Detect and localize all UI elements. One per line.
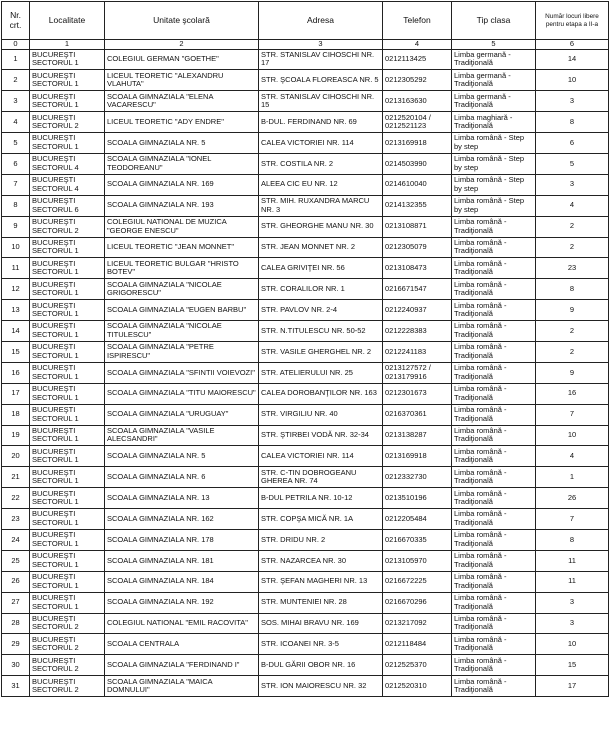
cell-numar-locuri: 4 [536,446,609,467]
cell-numar-locuri: 2 [536,216,609,237]
cell-adresa: STR. STANISLAV CIHOSCHI NR. 15 [259,91,383,112]
cell-localitate: BUCUREŞTI SECTORUL 1 [30,237,105,258]
cell-nr-crt: 11 [2,258,30,279]
cell-nr-crt: 2 [2,70,30,91]
cell-telefon: 0212520104 / 0212521123 [383,112,452,133]
cell-telefon: 0212520310 [383,676,452,697]
cell-adresa: CALEA VICTORIEI NR. 114 [259,133,383,154]
cell-localitate: BUCUREŞTI SECTORUL 2 [30,676,105,697]
header-tip-clasa: Tip clasa [452,2,536,40]
cell-numar-locuri: 4 [536,195,609,216]
cell-adresa: B-DUL. FERDINAND NR. 69 [259,112,383,133]
cell-telefon: 0212301673 [383,383,452,404]
cell-adresa: STR. VASILE GHERGHEL NR. 2 [259,341,383,362]
cell-telefon: 0212228383 [383,321,452,342]
cell-nr-crt: 17 [2,383,30,404]
cell-nr-crt: 16 [2,362,30,383]
cell-adresa: STR. VIRGILIU NR. 40 [259,404,383,425]
table-row [2,341,609,362]
cell-unitate-scolara: COLEGIUL NATIONAL "EMIL RACOVITA" [105,613,259,634]
cell-nr-crt: 26 [2,571,30,592]
cell-telefon: 0214503990 [383,153,452,174]
cell-adresa: B-DUL PETRILA NR. 10-12 [259,488,383,509]
cell-localitate: BUCUREŞTI SECTORUL 1 [30,91,105,112]
cell-localitate: BUCUREŞTI SECTORUL 1 [30,383,105,404]
header-adresa: Adresa [259,2,383,40]
cell-tip-clasa: Limba română - Tradiţională [452,216,536,237]
cell-nr-crt: 31 [2,676,30,697]
cell-nr-crt: 24 [2,529,30,550]
cell-numar-locuri: 8 [536,112,609,133]
cell-telefon: 0212241183 [383,341,452,362]
cell-telefon: 0212205484 [383,509,452,530]
column-index: 1 [30,40,105,50]
cell-localitate: BUCUREŞTI SECTORUL 1 [30,592,105,613]
cell-numar-locuri: 8 [536,279,609,300]
header-row [2,2,609,40]
cell-localitate: BUCUREŞTI SECTORUL 1 [30,571,105,592]
header-nr-crt: Nr. crt. [2,2,30,40]
cell-nr-crt: 30 [2,655,30,676]
cell-nr-crt: 5 [2,133,30,154]
cell-telefon: 0216670335 [383,529,452,550]
column-index: 2 [105,40,259,50]
cell-telefon: 0213127572 / 0213179916 [383,362,452,383]
table-row [2,655,609,676]
cell-localitate: BUCUREŞTI SECTORUL 4 [30,174,105,195]
cell-adresa: STR. ŞTIRBEI VODĂ NR. 32-34 [259,425,383,446]
cell-tip-clasa: Limba română - Tradiţională [452,613,536,634]
cell-telefon: 0213510196 [383,488,452,509]
table-row [2,592,609,613]
cell-unitate-scolara: SCOALA GIMNAZIALA "URUGUAY" [105,404,259,425]
cell-nr-crt: 29 [2,634,30,655]
cell-localitate: BUCUREŞTI SECTORUL 1 [30,279,105,300]
cell-tip-clasa: Limba română - Tradiţională [452,655,536,676]
cell-telefon: 0213217092 [383,613,452,634]
cell-tip-clasa: Limba română - Tradiţională [452,467,536,488]
cell-unitate-scolara: SCOALA GIMNAZIALA NR. 181 [105,550,259,571]
cell-adresa: SOS. MIHAI BRAVU NR. 169 [259,613,383,634]
cell-numar-locuri: 26 [536,488,609,509]
cell-localitate: BUCUREŞTI SECTORUL 1 [30,300,105,321]
cell-adresa: STR. NAZARCEA NR. 30 [259,550,383,571]
cell-unitate-scolara: SCOALA GIMNAZIALA NR. 6 [105,467,259,488]
cell-telefon: 0216670296 [383,592,452,613]
cell-telefon: 0213169918 [383,133,452,154]
cell-numar-locuri: 2 [536,321,609,342]
column-index: 3 [259,40,383,50]
cell-numar-locuri: 9 [536,362,609,383]
column-index: 6 [536,40,609,50]
cell-numar-locuri: 23 [536,258,609,279]
cell-tip-clasa: Limba română - Tradiţională [452,529,536,550]
cell-numar-locuri: 1 [536,467,609,488]
cell-localitate: BUCUREŞTI SECTORUL 1 [30,467,105,488]
cell-telefon: 0212525370 [383,655,452,676]
header-numar-locuri: Număr locuri libere pentru etapa a II-a [536,2,609,40]
cell-unitate-scolara: SCOALA GIMNAZIALA "MAICA DOMNULUI" [105,676,259,697]
cell-numar-locuri: 11 [536,550,609,571]
cell-tip-clasa: Limba română - Tradiţională [452,634,536,655]
cell-nr-crt: 27 [2,592,30,613]
cell-tip-clasa: Limba română - Tradiţională [452,592,536,613]
cell-numar-locuri: 6 [536,133,609,154]
cell-adresa: STR. ION MAIORESCU NR. 32 [259,676,383,697]
cell-telefon: 0214132355 [383,195,452,216]
cell-numar-locuri: 17 [536,676,609,697]
cell-adresa: STR. JEAN MONNET NR. 2 [259,237,383,258]
cell-localitate: BUCUREŞTI SECTORUL 4 [30,153,105,174]
table-row [2,133,609,154]
cell-tip-clasa: Limba română - Tradiţională [452,509,536,530]
cell-unitate-scolara: SCOALA GIMNAZIALA "NICOLAE GRIGORESCU" [105,279,259,300]
cell-adresa: STR. ATELIERULUI NR. 25 [259,362,383,383]
cell-nr-crt: 6 [2,153,30,174]
cell-localitate: BUCUREŞTI SECTORUL 1 [30,509,105,530]
cell-tip-clasa: Limba română - Tradiţională [452,362,536,383]
cell-tip-clasa: Limba română - Step by step [452,133,536,154]
table-row [2,550,609,571]
cell-nr-crt: 15 [2,341,30,362]
cell-unitate-scolara: SCOALA GIMNAZIALA "SFINTII VOIEVOZI" [105,362,259,383]
cell-localitate: BUCUREŞTI SECTORUL 1 [30,404,105,425]
cell-nr-crt: 10 [2,237,30,258]
cell-localitate: BUCUREŞTI SECTORUL 1 [30,550,105,571]
cell-tip-clasa: Limba română - Tradiţională [452,341,536,362]
cell-tip-clasa: Limba română - Step by step [452,153,536,174]
cell-adresa: STR. ŞEFAN MAGHERI NR. 13 [259,571,383,592]
column-index: 5 [452,40,536,50]
cell-localitate: BUCUREŞTI SECTORUL 2 [30,634,105,655]
cell-numar-locuri: 10 [536,634,609,655]
cell-adresa: STR. DRIDU NR. 2 [259,529,383,550]
cell-nr-crt: 4 [2,112,30,133]
cell-telefon: 0212118484 [383,634,452,655]
cell-tip-clasa: Limba română - Tradiţională [452,404,536,425]
table-row [2,49,609,70]
cell-tip-clasa: Limba română - Tradiţională [452,425,536,446]
cell-numar-locuri: 11 [536,571,609,592]
cell-numar-locuri: 3 [536,613,609,634]
cell-adresa: CALEA DOROBANŢILOR NR. 163 [259,383,383,404]
table-row [2,676,609,697]
cell-unitate-scolara: COLEGIUL NATIONAL DE MUZICA "GEORGE ENESCU" [105,216,259,237]
cell-adresa: CALEA VICTORIEI NR. 114 [259,446,383,467]
cell-unitate-scolara: SCOALA GIMNAZIALA "PETRE ISPIRESCU" [105,341,259,362]
cell-unitate-scolara: SCOALA GIMNAZIALA "VASILE ALECSANDRI" [105,425,259,446]
cell-localitate: BUCUREŞTI SECTORUL 2 [30,613,105,634]
cell-numar-locuri: 15 [536,655,609,676]
header-telefon: Telefon [383,2,452,40]
cell-tip-clasa: Limba germană - Tradiţională [452,91,536,112]
cell-tip-clasa: Limba română - Tradiţională [452,237,536,258]
cell-unitate-scolara: SCOALA GIMNAZIALA "NICOLAE TITULESCU" [105,321,259,342]
cell-tip-clasa: Limba română - Tradiţională [452,279,536,300]
cell-unitate-scolara: SCOALA GIMNAZIALA "TITU MAIORESCU" [105,383,259,404]
table-row [2,91,609,112]
cell-numar-locuri: 8 [536,529,609,550]
cell-nr-crt: 25 [2,550,30,571]
cell-numar-locuri: 16 [536,383,609,404]
table-row [2,321,609,342]
cell-telefon: 0216370361 [383,404,452,425]
cell-unitate-scolara: COLEGIUL GERMAN "GOETHE" [105,49,259,70]
cell-localitate: BUCUREŞTI SECTORUL 1 [30,425,105,446]
cell-localitate: BUCUREŞTI SECTORUL 1 [30,529,105,550]
cell-adresa: ALEEA CIC EU NR. 12 [259,174,383,195]
cell-tip-clasa: Limba germană - Tradiţională [452,70,536,91]
cell-numar-locuri: 7 [536,404,609,425]
table-row [2,488,609,509]
table-row [2,467,609,488]
cell-numar-locuri: 3 [536,174,609,195]
cell-tip-clasa: Limba română - Tradiţională [452,383,536,404]
cell-numar-locuri: 3 [536,91,609,112]
cell-numar-locuri: 5 [536,153,609,174]
cell-adresa: STR. STANISLAV CIHOSCHI NR. 17 [259,49,383,70]
cell-telefon: 0213169918 [383,446,452,467]
cell-telefon: 0213108871 [383,216,452,237]
table-row [2,258,609,279]
table-row [2,300,609,321]
cell-localitate: BUCUREŞTI SECTORUL 2 [30,112,105,133]
cell-telefon: 0213105970 [383,550,452,571]
table-row [2,70,609,91]
table-row [2,195,609,216]
cell-adresa: STR. ICOANEI NR. 3-5 [259,634,383,655]
cell-numar-locuri: 9 [536,300,609,321]
table-row [2,362,609,383]
cell-adresa: STR. COSTILA NR. 2 [259,153,383,174]
cell-nr-crt: 28 [2,613,30,634]
cell-localitate: BUCUREŞTI SECTORUL 6 [30,195,105,216]
cell-nr-crt: 13 [2,300,30,321]
cell-unitate-scolara: SCOALA GIMNAZIALA "IONEL TEODOREANU" [105,153,259,174]
cell-numar-locuri: 10 [536,425,609,446]
cell-adresa: STR. CORALILOR NR. 1 [259,279,383,300]
cell-telefon: 0212332730 [383,467,452,488]
cell-numar-locuri: 7 [536,509,609,530]
cell-numar-locuri: 2 [536,237,609,258]
cell-tip-clasa: Limba română - Tradiţională [452,258,536,279]
cell-telefon: 0216672225 [383,571,452,592]
cell-adresa: STR. GHEORGHE MANU NR. 30 [259,216,383,237]
cell-unitate-scolara: LICEUL TEORETIC "JEAN MONNET" [105,237,259,258]
cell-localitate: BUCUREŞTI SECTORUL 1 [30,321,105,342]
table-row [2,634,609,655]
table-row [2,279,609,300]
cell-unitate-scolara: SCOALA GIMNAZIALA NR. 178 [105,529,259,550]
cell-telefon: 0213108473 [383,258,452,279]
cell-unitate-scolara: SCOALA CENTRALA [105,634,259,655]
cell-localitate: BUCUREŞTI SECTORUL 1 [30,70,105,91]
cell-tip-clasa: Limba română - Tradiţională [452,321,536,342]
table-row [2,613,609,634]
cell-tip-clasa: Limba română - Tradiţională [452,571,536,592]
cell-unitate-scolara: SCOALA GIMNAZIALA NR. 162 [105,509,259,530]
header-unitate-scolara: Unitate şcolară [105,2,259,40]
cell-adresa: STR. ŞCOALA FLOREASCA NR. 5 [259,70,383,91]
cell-nr-crt: 1 [2,49,30,70]
cell-localitate: BUCUREŞTI SECTORUL 1 [30,341,105,362]
cell-localitate: BUCUREŞTI SECTORUL 1 [30,258,105,279]
cell-localitate: BUCUREŞTI SECTORUL 1 [30,362,105,383]
cell-adresa: B-DUL GĂRII OBOR NR. 16 [259,655,383,676]
cell-adresa: STR. N.TITULESCU NR. 50-52 [259,321,383,342]
cell-nr-crt: 19 [2,425,30,446]
cell-tip-clasa: Limba maghiară - Tradiţională [452,112,536,133]
table-row [2,404,609,425]
cell-adresa: CALEA GRIVIŢEI NR. 56 [259,258,383,279]
table-row [2,237,609,258]
cell-unitate-scolara: SCOALA GIMNAZIALA "FERDINAND I" [105,655,259,676]
cell-telefon: 0212113425 [383,49,452,70]
table-row [2,571,609,592]
cell-nr-crt: 12 [2,279,30,300]
table-row [2,509,609,530]
cell-telefon: 0212305292 [383,70,452,91]
cell-unitate-scolara: SCOALA GIMNAZIALA "EUGEN BARBU" [105,300,259,321]
column-index-row [2,40,609,50]
cell-nr-crt: 20 [2,446,30,467]
cell-unitate-scolara: SCOALA GIMNAZIALA NR. 192 [105,592,259,613]
header-localitate: Localitate [30,2,105,40]
cell-unitate-scolara: SCOALA GIMNAZIALA NR. 193 [105,195,259,216]
seats-table [1,1,609,697]
cell-telefon: 0212305079 [383,237,452,258]
cell-nr-crt: 14 [2,321,30,342]
cell-adresa: STR. COPŞA MICĂ NR. 1A [259,509,383,530]
cell-numar-locuri: 2 [536,341,609,362]
cell-tip-clasa: Limba română - Step by step [452,174,536,195]
cell-tip-clasa: Limba română - Tradiţională [452,446,536,467]
cell-unitate-scolara: LICEUL TEORETIC BULGAR "HRISTO BOTEV" [105,258,259,279]
cell-unitate-scolara: SCOALA GIMNAZIALA NR. 184 [105,571,259,592]
cell-tip-clasa: Limba română - Tradiţională [452,550,536,571]
cell-nr-crt: 22 [2,488,30,509]
cell-unitate-scolara: SCOALA GIMNAZIALA NR. 169 [105,174,259,195]
table-row [2,112,609,133]
cell-unitate-scolara: LICEUL TEORETIC "ALEXANDRU VLAHUTA" [105,70,259,91]
cell-nr-crt: 8 [2,195,30,216]
cell-tip-clasa: Limba germană - Tradiţională [452,49,536,70]
table-row [2,174,609,195]
table-row [2,216,609,237]
cell-localitate: BUCUREŞTI SECTORUL 2 [30,655,105,676]
cell-numar-locuri: 10 [536,70,609,91]
cell-telefon: 0214610040 [383,174,452,195]
cell-unitate-scolara: SCOALA GIMNAZIALA NR. 5 [105,446,259,467]
cell-localitate: BUCUREŞTI SECTORUL 1 [30,49,105,70]
cell-telefon: 0213138287 [383,425,452,446]
cell-adresa: STR. MUNTENIEI NR. 28 [259,592,383,613]
column-index: 0 [2,40,30,50]
cell-localitate: BUCUREŞTI SECTORUL 1 [30,488,105,509]
cell-telefon: 0213163630 [383,91,452,112]
cell-nr-crt: 3 [2,91,30,112]
cell-localitate: BUCUREŞTI SECTORUL 2 [30,216,105,237]
cell-localitate: BUCUREŞTI SECTORUL 1 [30,133,105,154]
table-row [2,529,609,550]
cell-unitate-scolara: LICEUL TEORETIC "ADY ENDRE" [105,112,259,133]
cell-tip-clasa: Limba română - Tradiţională [452,300,536,321]
cell-adresa: STR. MIH. RUXANDRA MARCU NR. 3 [259,195,383,216]
cell-unitate-scolara: SCOALA GIMNAZIALA NR. 5 [105,133,259,154]
cell-telefon: 0216671547 [383,279,452,300]
cell-localitate: BUCUREŞTI SECTORUL 1 [30,446,105,467]
table-row [2,383,609,404]
cell-nr-crt: 21 [2,467,30,488]
table-row [2,446,609,467]
column-index: 4 [383,40,452,50]
table-row [2,153,609,174]
cell-tip-clasa: Limba română - Tradiţională [452,488,536,509]
cell-numar-locuri: 3 [536,592,609,613]
cell-nr-crt: 7 [2,174,30,195]
cell-tip-clasa: Limba română - Tradiţională [452,676,536,697]
cell-unitate-scolara: SCOALA GIMNAZIALA NR. 13 [105,488,259,509]
cell-nr-crt: 23 [2,509,30,530]
table-row [2,425,609,446]
cell-tip-clasa: Limba română - Step by step [452,195,536,216]
cell-nr-crt: 9 [2,216,30,237]
table-body [2,49,609,697]
cell-adresa: STR. PAVLOV NR. 2-4 [259,300,383,321]
cell-telefon: 0212240937 [383,300,452,321]
cell-adresa: STR. C-TIN DOBROGEANU GHEREA NR. 74 [259,467,383,488]
cell-nr-crt: 18 [2,404,30,425]
cell-unitate-scolara: SCOALA GIMNAZIALA "ELENA VACARESCU" [105,91,259,112]
cell-numar-locuri: 14 [536,49,609,70]
